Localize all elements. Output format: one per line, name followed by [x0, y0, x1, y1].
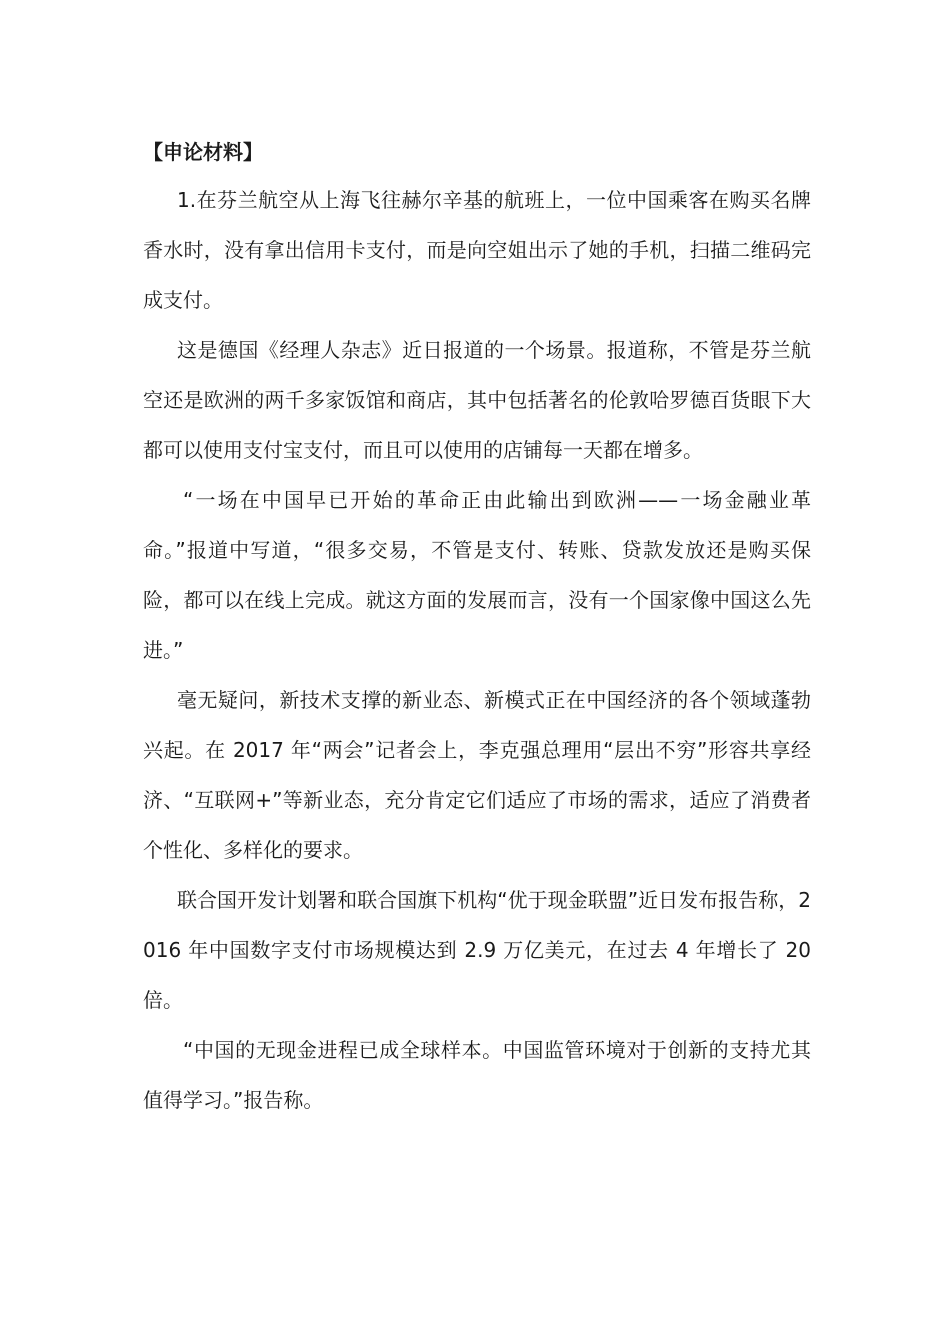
paragraph-4: 毫无疑问，新技术支撑的新业态、新模式正在中国经济的各个领域蓬勃兴起。在 2017 年“两会”记者会上，李克强总理用“层出不穷”形容共享经济、“互联网+”等新业态，充分肯定它们适应了市场的需求，适应了消费者个性化、多样化的要求。: [143, 688, 811, 862]
paragraph-3: “一场在中国早已开始的革命正由此输出到欧洲——一场金融业革命。”报道中写道，“很多交易，不管是支付、转账、贷款发放还是购买保险，都可以在线上完成。就这方面的发展而言，没有一个国家像中国这么先进。”: [143, 488, 811, 662]
section-heading: 【申论材料】: [143, 140, 263, 164]
paragraph-1: 1.在芬兰航空从上海飞往赫尔辛基的航班上，一位中国乘客在购买名牌香水时，没有拿出信用卡支付，而是向空姐出示了她的手机，扫描二维码完成支付。: [143, 188, 811, 312]
paragraph-6: “中国的无现金进程已成全球样本。中国监管环境对于创新的支持尤其值得学习。”报告称。: [143, 1038, 811, 1112]
paragraph-5: 联合国开发计划署和联合国旗下机构“优于现金联盟”近日发布报告称，2016 年中国数字支付市场规模达到 2.9 万亿美元，在过去 4 年增长了 20 倍。: [143, 888, 811, 1012]
paragraph-2: 这是德国《经理人杂志》近日报道的一个场景。报道称，不管是芬兰航空还是欧洲的两千多家饭馆和商店，其中包括著名的伦敦哈罗德百货眼下大都可以使用支付宝支付，而且可以使用的店铺每一天都在增多。: [143, 338, 811, 462]
document-body: [143, 129, 811, 1125]
